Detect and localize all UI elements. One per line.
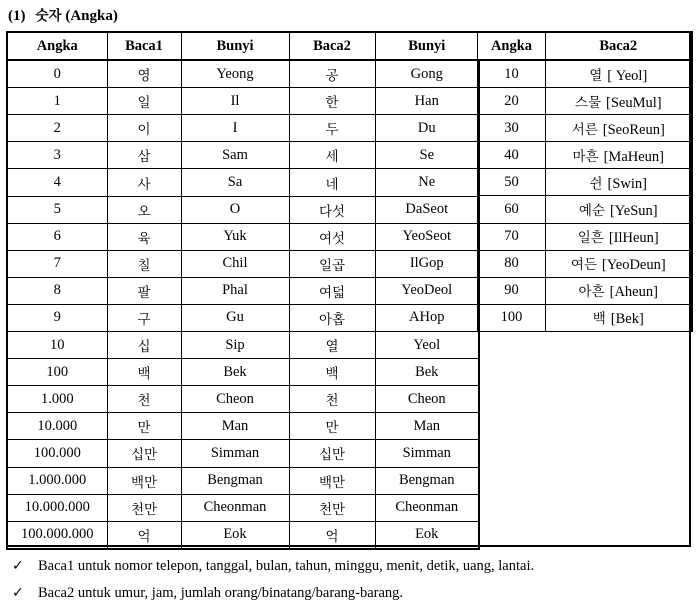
cell-baca2: 한 bbox=[289, 88, 375, 115]
cell-baca2: 아홉 bbox=[289, 304, 375, 331]
note-text: Baca1 untuk nomor telepon, tanggal, bulan, tahun, minggu, menit, detik, uang, lantai. bbox=[38, 558, 535, 574]
cell-angka: 10.000.000 bbox=[7, 494, 107, 521]
header-baca1: Baca1 bbox=[107, 32, 181, 60]
tens-korean: 마흔 bbox=[572, 148, 599, 165]
cell-bunyi2: Cheon bbox=[375, 386, 479, 413]
tens-korean: 쉰 bbox=[589, 175, 603, 192]
cell-baca1: 오 bbox=[107, 196, 181, 223]
cell-baca2: 다섯 bbox=[289, 196, 375, 223]
cell-baca1: 팔 bbox=[107, 277, 181, 304]
cell-bunyi2: Gong bbox=[375, 60, 479, 88]
tens-romanization: [MaHeun] bbox=[603, 148, 664, 165]
cell-bunyi2: Simman bbox=[375, 440, 479, 467]
cell-bunyi1: Gu bbox=[181, 304, 289, 331]
tens-cell-angka: 100 bbox=[478, 304, 546, 331]
cell-bunyi2: YeoSeot bbox=[375, 223, 479, 250]
cell-bunyi2: Man bbox=[375, 413, 479, 440]
tens-cell-angka: 80 bbox=[478, 250, 546, 277]
cell-baca1: 만 bbox=[107, 413, 181, 440]
cell-angka: 8 bbox=[7, 277, 107, 304]
cell-bunyi2: IlGop bbox=[375, 250, 479, 277]
cell-baca1: 육 bbox=[107, 223, 181, 250]
cell-bunyi2: Han bbox=[375, 88, 479, 115]
cell-bunyi1: O bbox=[181, 196, 289, 223]
cell-bunyi1: Sam bbox=[181, 142, 289, 169]
cell-bunyi2: YeoDeol bbox=[375, 277, 479, 304]
tens-cell-angka: 50 bbox=[478, 169, 546, 196]
cell-bunyi1: Eok bbox=[181, 521, 289, 549]
notes-list bbox=[12, 553, 535, 607]
section-number: (1) bbox=[8, 8, 26, 24]
cell-bunyi2: Bek bbox=[375, 359, 479, 386]
cell-bunyi1: Yeong bbox=[181, 60, 289, 88]
cell-baca2: 백만 bbox=[289, 467, 375, 494]
cell-bunyi2: Eok bbox=[375, 521, 479, 549]
tens-korean: 일흔 bbox=[577, 230, 604, 247]
cell-bunyi1: Cheon bbox=[181, 386, 289, 413]
header-bunyi-2: Bunyi bbox=[375, 32, 479, 60]
cell-baca2: 열 bbox=[289, 332, 375, 359]
cell-bunyi1: Phal bbox=[181, 277, 289, 304]
cell-baca1: 일 bbox=[107, 88, 181, 115]
cell-baca1: 사 bbox=[107, 169, 181, 196]
table-frame bbox=[6, 31, 691, 547]
cell-baca2: 여덟 bbox=[289, 277, 375, 304]
header-angka: Angka bbox=[7, 32, 107, 60]
cell-baca1: 칠 bbox=[107, 250, 181, 277]
cell-baca2: 만 bbox=[289, 413, 375, 440]
cell-bunyi1: Man bbox=[181, 413, 289, 440]
cell-bunyi2: Yeol bbox=[375, 332, 479, 359]
cell-baca2: 천 bbox=[289, 386, 375, 413]
cell-bunyi1: Cheonman bbox=[181, 494, 289, 521]
cell-baca2: 공 bbox=[289, 60, 375, 88]
cell-baca1: 삼 bbox=[107, 142, 181, 169]
cell-angka: 7 bbox=[7, 250, 107, 277]
cell-bunyi1: I bbox=[181, 115, 289, 142]
tens-romanization: [YeoDeun] bbox=[601, 257, 666, 274]
cell-baca1: 십만 bbox=[107, 440, 181, 467]
cell-baca2: 억 bbox=[289, 521, 375, 549]
cell-baca1: 영 bbox=[107, 60, 181, 88]
tens-romanization: [Aheun] bbox=[609, 284, 658, 301]
cell-angka: 1.000 bbox=[7, 386, 107, 413]
note-baca1 bbox=[12, 553, 535, 580]
cell-bunyi1: Sa bbox=[181, 169, 289, 196]
cell-bunyi1: Bengman bbox=[181, 467, 289, 494]
tens-cell-angka: 60 bbox=[478, 196, 546, 223]
tens-romanization: [Swin] bbox=[607, 175, 648, 192]
cell-bunyi2: DaSeot bbox=[375, 196, 479, 223]
cell-angka: 100.000.000 bbox=[7, 521, 107, 549]
cell-angka: 5 bbox=[7, 196, 107, 223]
tens-romanization: [SeuMul] bbox=[606, 94, 662, 111]
section-title-korean: 숫자 bbox=[35, 8, 62, 24]
cell-angka: 0 bbox=[7, 60, 107, 88]
tens-romanization: [YeSun] bbox=[609, 203, 658, 220]
cell-angka: 9 bbox=[7, 304, 107, 331]
cell-baca2: 백 bbox=[289, 359, 375, 386]
cell-angka: 3 bbox=[7, 142, 107, 169]
checkmark-icon: ✓ bbox=[12, 558, 24, 574]
cell-baca1: 구 bbox=[107, 304, 181, 331]
tens-romanization: [Bek] bbox=[610, 311, 644, 328]
cell-baca1: 억 bbox=[107, 521, 181, 549]
cell-bunyi2: Du bbox=[375, 115, 479, 142]
section-title bbox=[8, 4, 118, 25]
tens-korean: 스물 bbox=[574, 94, 601, 111]
cell-angka: 2 bbox=[7, 115, 107, 142]
tens-cell-angka: 10 bbox=[478, 60, 546, 88]
tens-cell-angka: 40 bbox=[478, 142, 546, 169]
cell-angka: 10.000 bbox=[7, 413, 107, 440]
cell-baca2: 네 bbox=[289, 169, 375, 196]
tens-korean: 서른 bbox=[571, 121, 598, 138]
tens-korean: 백 bbox=[592, 311, 606, 328]
cell-baca2: 십만 bbox=[289, 440, 375, 467]
cell-bunyi2: Ne bbox=[375, 169, 479, 196]
cell-bunyi2: Se bbox=[375, 142, 479, 169]
cell-baca1: 천만 bbox=[107, 494, 181, 521]
tens-romanization: [SeoReun] bbox=[602, 121, 665, 138]
cell-bunyi1: Chil bbox=[181, 250, 289, 277]
tens-korean: 여든 bbox=[570, 257, 597, 274]
cell-bunyi2: Bengman bbox=[375, 467, 479, 494]
cell-angka: 6 bbox=[7, 223, 107, 250]
cell-bunyi1: Bek bbox=[181, 359, 289, 386]
cell-angka: 1.000.000 bbox=[7, 467, 107, 494]
cell-baca2: 두 bbox=[289, 115, 375, 142]
cell-baca2: 여섯 bbox=[289, 223, 375, 250]
note-baca2 bbox=[12, 580, 534, 607]
cell-bunyi2: Cheonman bbox=[375, 494, 479, 521]
tens-korean: 열 bbox=[589, 67, 603, 84]
cell-bunyi1: Yuk bbox=[181, 223, 289, 250]
tens-cell-angka: 70 bbox=[478, 223, 546, 250]
cell-bunyi1: Il bbox=[181, 88, 289, 115]
tens-header-baca2: Baca2 bbox=[546, 32, 692, 60]
header-baca2: Baca2 bbox=[289, 32, 375, 60]
tens-romanization: [IlHeun] bbox=[608, 230, 659, 247]
tens-cell-angka: 30 bbox=[478, 115, 546, 142]
cell-bunyi2: AHop bbox=[375, 304, 479, 331]
cell-bunyi1: Sip bbox=[181, 332, 289, 359]
tens-korean: 예순 bbox=[578, 203, 605, 220]
cell-baca1: 백 bbox=[107, 359, 181, 386]
cell-angka: 100.000 bbox=[7, 440, 107, 467]
cell-baca2: 일곱 bbox=[289, 250, 375, 277]
cell-angka: 10 bbox=[7, 332, 107, 359]
cell-baca1: 천 bbox=[107, 386, 181, 413]
cell-angka: 4 bbox=[7, 169, 107, 196]
cell-baca2: 세 bbox=[289, 142, 375, 169]
cell-angka: 100 bbox=[7, 359, 107, 386]
header-bunyi-1: Bunyi bbox=[181, 32, 289, 60]
cell-bunyi1: Simman bbox=[181, 440, 289, 467]
note-text: Baca2 untuk umur, jam, jumlah orang/binatang/barang-barang. bbox=[38, 585, 404, 601]
cell-baca1: 백만 bbox=[107, 467, 181, 494]
tens-cell-angka: 90 bbox=[478, 277, 546, 304]
tens-romanization: [ Yeol] bbox=[607, 67, 648, 84]
tens-header-angka: Angka bbox=[478, 32, 546, 60]
cell-angka: 1 bbox=[7, 88, 107, 115]
checkmark-icon: ✓ bbox=[12, 585, 24, 601]
tens-korean: 아흔 bbox=[578, 284, 605, 301]
section-title-text: (Angka) bbox=[65, 8, 118, 24]
cell-baca1: 이 bbox=[107, 115, 181, 142]
cell-baca1: 십 bbox=[107, 332, 181, 359]
cell-baca2: 천만 bbox=[289, 494, 375, 521]
tens-cell-angka: 20 bbox=[478, 88, 546, 115]
